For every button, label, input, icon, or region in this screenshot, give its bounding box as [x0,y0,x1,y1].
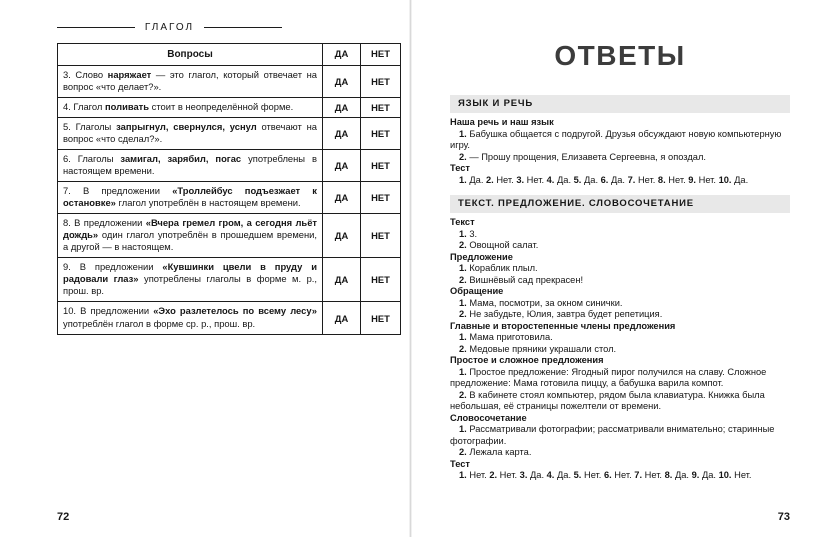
text-segment: Нет. [524,174,547,185]
section-header: ЯЗЫК И РЕЧЬ [450,95,790,113]
text-segment: глагол употреблён в настоящем времени. [115,197,301,209]
text-segment: 1. [459,332,467,343]
text-segment: Да. [608,174,628,185]
text-segment: 1. [459,128,467,139]
text-segment: употреблён глагол в форме ср. р., прош. вр. [63,317,256,329]
answer-line [450,263,790,275]
no-cell: НЕТ [361,302,401,334]
text-segment: 4. [546,470,555,481]
text-segment: Вишнёвый сад прекрасен! [466,274,584,285]
answer-line [450,447,790,459]
text-segment: 9. [691,470,700,481]
text-segment: наряжает [107,69,152,80]
text-segment: 7. [634,470,643,481]
text-segment: 9. [688,174,697,185]
section-lines [450,217,790,482]
text-segment: 8. [664,470,673,481]
question-row [58,98,401,118]
answer-line [450,332,790,344]
answer-line [450,229,790,241]
text-segment: 6. [600,174,609,185]
text-segment: Нет. [611,470,635,481]
no-cell: НЕТ [361,150,401,182]
text-segment: 2. [459,389,467,400]
text-segment: 1. [459,470,467,481]
answers-title: ОТВЕТЫ [554,40,686,71]
yes-cell: ДА [323,150,361,182]
section-header: ТЕКСТ. ПРЕДЛОЖЕНИЕ. СЛОВОСОЧЕТАНИЕ [450,195,790,213]
text-segment: Нет. [642,470,665,481]
text-segment: — это глагол, который отвечает на вопрос «что делает?». [63,69,317,93]
answer-line [450,309,790,321]
text-segment: 1. [459,228,467,239]
text-segment: поливать [104,101,150,113]
question-cell [58,302,323,334]
text-segment: Нет. [665,174,689,185]
text-segment: Да. [466,174,486,185]
text-segment: 2. [459,309,467,320]
no-cell: НЕТ [361,214,401,258]
text-segment: 8. [657,174,666,185]
text-segment: 5. Глаголы [63,121,117,133]
question-cell [58,258,323,302]
right-page [410,0,820,537]
running-head-rule-left [57,27,135,28]
running-head [57,22,282,33]
text-segment: 3. Слово [63,69,108,80]
text-segment: запрыгнул, свернулся, уснул [116,121,257,133]
text-segment: Да. [731,174,749,185]
no-cell: НЕТ [361,66,401,98]
text-segment: 2. [459,447,467,458]
text-segment: 3. [516,174,525,185]
yes-cell: ДА [323,214,361,258]
answers-content [450,95,790,482]
page-number-right: 73 [777,511,790,523]
text-segment: Нет. [497,470,520,481]
text-segment: 1. [459,297,467,308]
question-row [58,214,401,258]
text-segment: Нет. [731,470,752,481]
text-segment: 4. Глагол [63,101,105,113]
question-cell [58,150,323,182]
text-segment: Кораблик плыл. [466,263,538,274]
text-segment: 2. [459,240,467,251]
text-segment: Рассматривали фотографии; рассматривали внимательно; старинные фотографии. [450,424,775,446]
text-segment: 5. [573,174,582,185]
text-segment: 10. [718,470,732,481]
yes-cell: ДА [323,98,361,118]
text-segment: Да. [527,470,547,481]
question-cell [58,214,323,258]
text-segment: «Троллейбус подъезжает к остановке» [63,185,317,209]
text-segment: 2. [489,470,498,481]
text-segment: 9. В предложении [63,261,163,273]
text-segment: Да. [699,470,719,481]
answer-line [450,298,790,310]
answer-line [450,424,790,447]
yes-cell: ДА [323,258,361,302]
text-segment: Нет. [466,470,490,481]
no-cell: НЕТ [361,98,401,118]
answer-line [450,470,790,482]
text-segment: 7. В предложении [63,185,173,197]
text-segment: Бабушка общается с подругой. Друзья обсуждают новую компьютерную игру. [450,128,782,151]
question-cell [58,182,323,214]
text-segment: 2. [459,151,467,162]
text-segment: 3. [519,470,528,481]
text-segment: «Эхо разлетелось по всему лесу» [153,305,317,317]
answer-subheading: Обращение [450,286,504,297]
no-cell: НЕТ [361,118,401,150]
question-row [58,118,401,150]
text-segment: 10. [718,174,732,185]
text-segment: 4. [546,174,555,185]
text-segment: Лежала карта. [466,447,532,458]
text-segment: «Вчера гремел гром, а сегодня льёт дождь» [63,217,318,241]
text-segment: 10. В предложении [63,305,154,317]
question-row [58,150,401,182]
running-head-rule-right [204,27,282,28]
text-segment: 6. Глаголы [63,153,121,165]
text-segment: 5. [573,470,582,481]
text-segment: отвечают на вопрос «что сделал?». [63,121,317,145]
text-segment: замигал, зарябил, погас [120,153,242,165]
answer-subheading: Главные и второстепенные члены предложения [450,320,676,331]
text-segment: 2. [459,274,467,285]
answer-subheading: Тест [450,458,470,469]
text-segment: Нет. [635,174,658,185]
question-cell [58,98,323,118]
text-segment: «Кувшинки цвели в пруду и радовали глаз» [63,261,317,285]
text-segment: В кабинете стоял компьютер, рядом была клавиатура. Книжка была небольшая, её страницы пожелтели от времени. [450,389,765,412]
text-segment: Мама приготовила. [466,332,553,343]
question-cell [58,66,323,98]
yes-column-header: ДА [323,44,361,66]
answer-line [450,367,790,390]
no-cell: НЕТ [361,182,401,214]
text-segment: Не забудьте, Юлия, завтра будет репетиция. [466,309,663,320]
text-segment: Нет. [493,174,517,185]
text-segment: Простое предложение: Ягодный пирог получился на славу. Сложное предложение: Мама готовила пиццу, а бабушка варила компот. [450,366,767,389]
text-segment: Да. [554,174,574,185]
no-cell: НЕТ [361,258,401,302]
text-segment: 1. [459,263,467,274]
text-segment: — Прошу прощения, Елизавета Сергеевна, я опоздал. [466,151,706,162]
yes-cell: ДА [323,118,361,150]
answer-subheading: Простое и сложное предложения [450,355,604,366]
text-segment: 3. [466,228,478,239]
text-segment: 7. [627,174,636,185]
answer-line [450,275,790,287]
text-segment: употреблены в настоящем времени. [63,153,317,177]
no-column-header: НЕТ [361,44,401,66]
text-segment: 6. [603,470,612,481]
answer-subheading: Словосочетание [450,412,527,423]
text-segment: Нет. [581,470,604,481]
page-number-left: 72 [57,511,70,523]
answer-line [450,390,790,413]
question-row [58,182,401,214]
answer-subheading: Предложение [450,251,513,262]
questions-column-header: Вопросы [58,44,323,66]
text-segment: один глагол употреблён в прошедшем времени, а другой — в настоящем. [63,229,317,253]
yes-cell: ДА [323,302,361,334]
text-segment: Да. [554,470,574,481]
running-head-label: ГЛАГОЛ [144,22,195,33]
question-cell [58,118,323,150]
table-header-row [58,44,401,66]
question-row [58,302,401,334]
text-segment: Нет. [696,174,719,185]
answer-subheading: Текст [450,217,475,228]
text-segment: 8. В предложении [63,217,146,229]
yes-cell: ДА [323,182,361,214]
questions-table [57,43,401,335]
text-segment: Да. [581,174,601,185]
section-language-and-speech [450,95,790,186]
answer-line [450,240,790,252]
text-segment: Мама, посмотри, за окном синички. [466,297,623,308]
text-segment: Медовые пряники украшали стол. [466,343,617,354]
answer-line [450,129,790,152]
section-text-sentence-phrase [450,195,790,482]
text-segment: 1. [459,424,467,435]
question-row [58,258,401,302]
questions-table-body [58,66,401,335]
text-segment: стоит в неопределённой форме. [149,101,294,113]
answer-subheading: Тест [450,163,470,174]
answer-subheading: Наша речь и наш язык [450,117,554,127]
answer-line [450,344,790,356]
question-row [58,66,401,98]
text-segment: употреблены глаголы в форме м. р., прош. вр. [63,273,317,297]
yes-cell: ДА [323,66,361,98]
text-segment: Да. [672,470,692,481]
text-segment: Овощной салат. [466,240,539,251]
text-segment: 2. [459,343,467,354]
answer-line [450,175,790,187]
section-lines [450,117,790,186]
text-segment: 2. [485,174,494,185]
text-segment: 1. [459,366,467,377]
answer-line [450,152,790,164]
text-segment: 1. [459,174,467,185]
